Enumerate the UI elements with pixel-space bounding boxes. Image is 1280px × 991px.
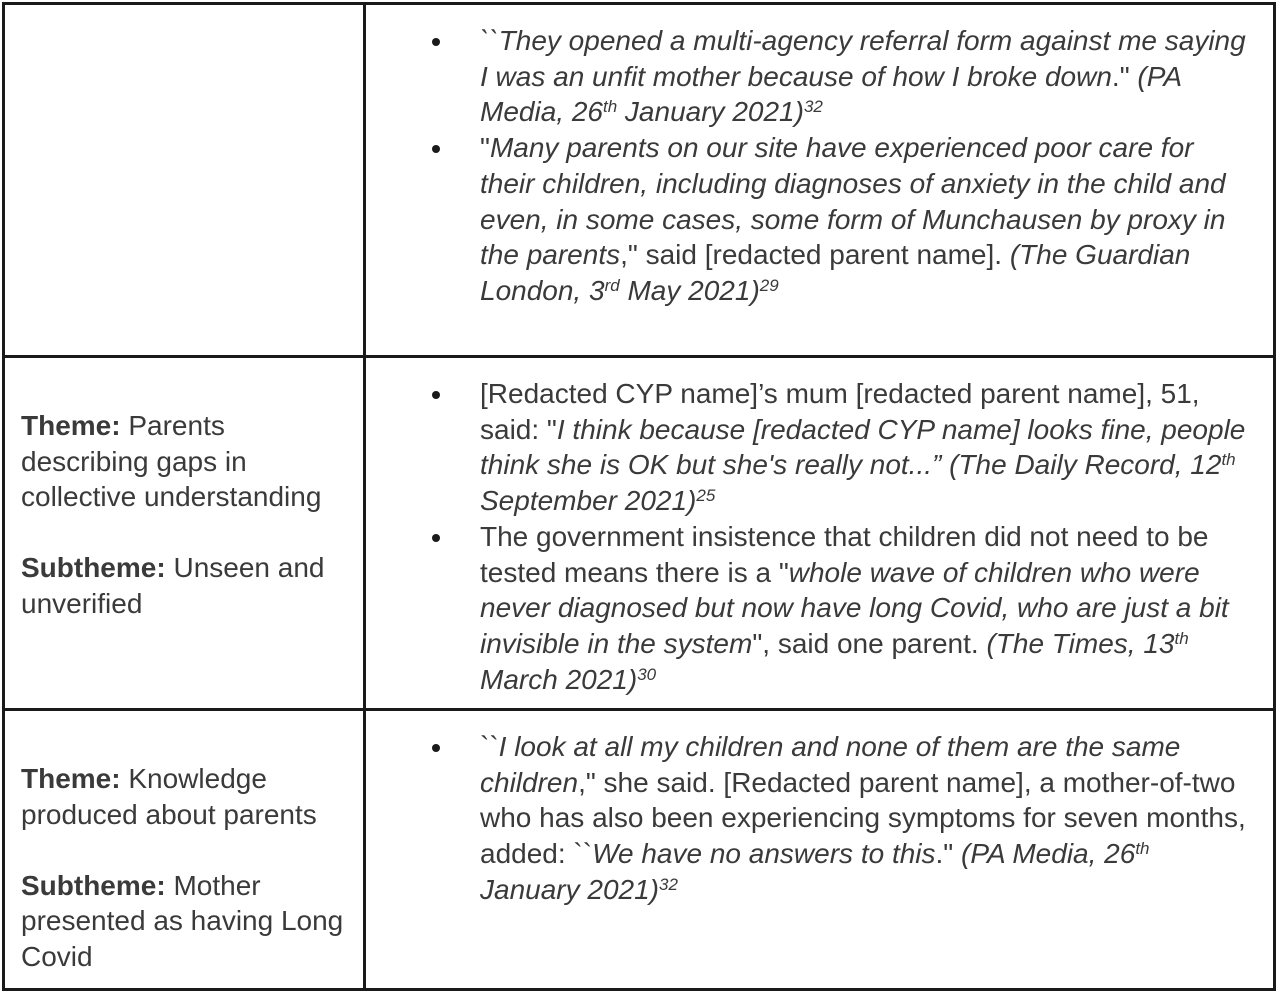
superscript-text: 29 [759,275,779,295]
quote-text: (The Guardian London, 3 [480,239,1191,306]
quote-text: ," said [redacted parent name]. [620,239,1010,271]
superscript-text: 32 [803,97,823,117]
subtheme-text [21,868,353,975]
theme-label: Theme: [21,410,121,441]
quote-text: ." [1111,60,1138,92]
quote-text: May 2021) [619,274,760,306]
quote-text: `` [480,731,499,762]
quote-text: [Redacted CYP name]’s mum [redacted parent name], 51, said: " [480,378,1200,445]
subtheme-label: Subtheme: [21,552,166,583]
quote-text: We have no answers to this [592,838,936,870]
quote-item [480,130,1253,309]
quote-text: September 2021) [480,485,697,517]
subtheme-label: Subtheme: [21,869,166,901]
quote-cell [365,4,1275,357]
quote-text: ``They opened a multi-agency referral form against me saying I was an unfit mother because of how I broke down [480,25,1246,92]
theme-cell [4,710,365,990]
quote-text: ." [935,838,962,870]
quote-text: I think because [redacted CYP name] looks fine, people think she is OK but she's really not...” (The Daily Record, 12 [480,413,1246,481]
theme-cell [4,357,365,710]
quote-text: (PA Media, 26 [961,838,1136,870]
superscript-text: th [1135,839,1150,859]
quote-item [480,23,1253,130]
superscript-text: 32 [659,874,678,894]
quote-text: whole wave of children who were never diagnosed but now have long Covid, who are just a bit invisible in the system [480,556,1229,659]
superscript-text: th [602,97,618,117]
quote-cell [365,710,1275,990]
subtheme-text [21,550,353,621]
subtheme-value: Mother presented as having Long Covid [21,869,344,972]
quote-list [366,376,1253,697]
quote-cell [365,357,1275,710]
quote-list [366,23,1253,309]
themes-table [2,2,1276,991]
quote-text: January 2021) [480,873,660,905]
quote-text: Many parents on our site have experienced poor care for their children, including diagnoses of anxiety in the child and even, in some cases, some form of Munchausen by proxy in the parents [480,132,1226,271]
quote-item [480,519,1253,698]
quote-text: ", said one parent. [752,627,987,659]
theme-text [21,408,353,515]
quote-text: ," she said. [Redacted parent name], a mother-of-two who has also been experiencing symptoms for seven months, added: `` [480,766,1246,870]
superscript-text: 25 [696,486,716,506]
subtheme-value: Unseen and unverified [21,552,325,619]
superscript-text: th [1174,628,1189,648]
theme-value: Knowledge produced about parents [21,763,317,830]
superscript-text: th [1221,450,1236,470]
superscript-text: 30 [637,664,657,684]
theme-text [21,761,353,832]
theme-cell [4,4,365,357]
table-row [4,4,1275,357]
quote-text: March 2021) [480,663,638,695]
theme-label: Theme: [21,763,121,794]
quote-item [480,376,1253,519]
superscript-text: rd [604,275,620,295]
quote-text: The government insistence that children did not need to be tested means there is a " [480,520,1209,588]
quote-item [480,729,1253,908]
quote-text: (The Times, 13 [986,627,1175,659]
quote-text: I look at all my children and none of them are the same children [480,731,1181,798]
table-row [4,357,1275,710]
quote-text: " [480,132,490,164]
quote-text: (PA Media, 26 [480,60,1181,128]
theme-value: Parents describing gaps in collective understanding [21,410,322,512]
quote-text: January 2021) [617,96,804,128]
table-row [4,710,1275,990]
quote-list [366,729,1253,908]
